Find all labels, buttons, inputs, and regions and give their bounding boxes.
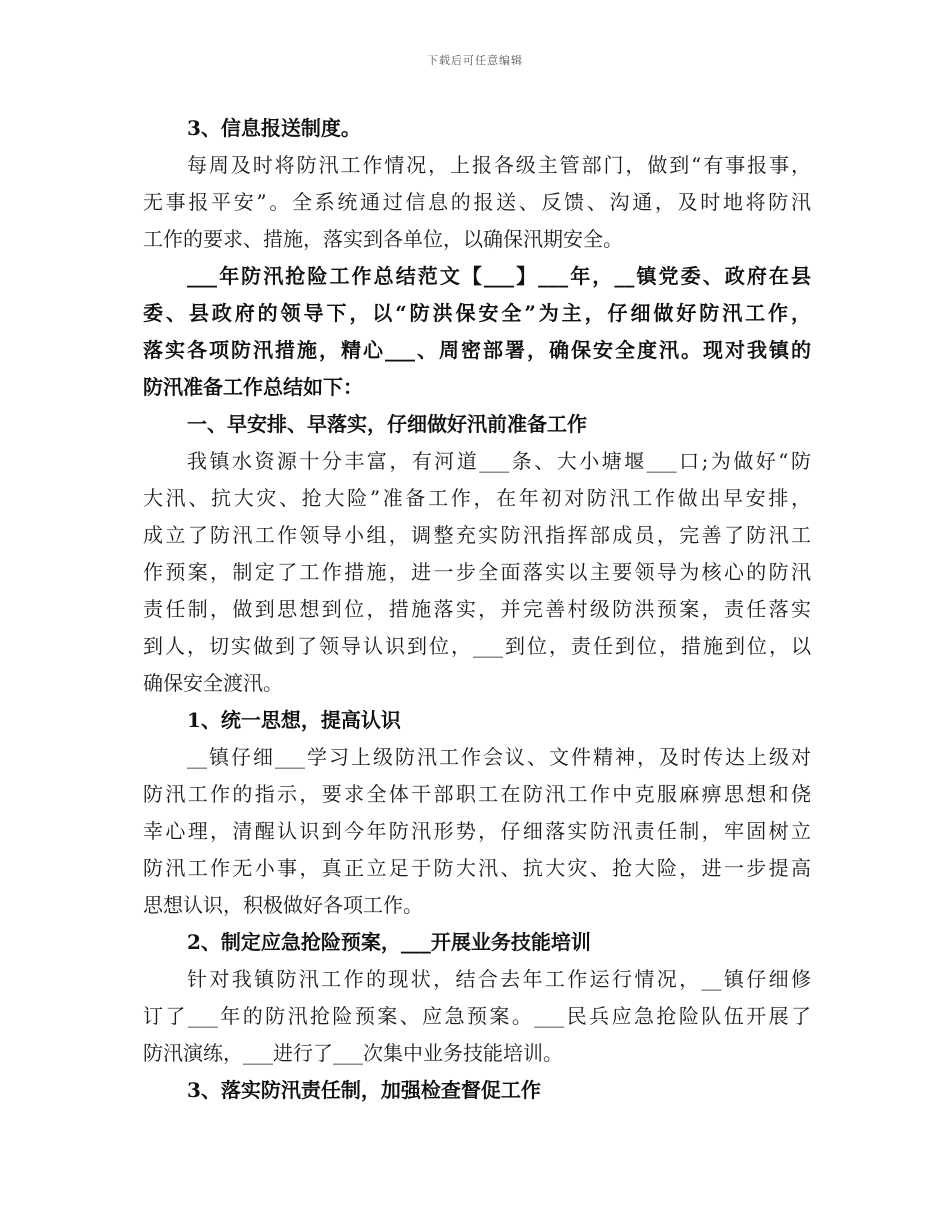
paragraph-line: 我镇水资源十分丰富，有河道___条、大小塘堰___口;为做好“防 xyxy=(187,449,811,473)
paragraph-line: 每周及时将防汛工作情况，上报各级主管部门，做到“有事报事， xyxy=(187,153,811,177)
paragraph-line: 订了___年的防汛抢险预案、应急预案。___民兵应急抢险队伍开展了 xyxy=(143,1004,811,1028)
heading-line: 3、信息报送制度。 xyxy=(187,116,361,140)
paragraph-line: 成立了防汛工作领导小组，调整充实防汛指挥部成员，完善了防汛工 xyxy=(143,523,811,547)
paragraph-line: 防汛工作的指示，要求全体干部职工在防汛工作中克服麻痹思想和侥 xyxy=(143,782,811,806)
heading-line: 一、早安排、早落实，仔细做好汛前准备工作 xyxy=(187,412,587,436)
document-body xyxy=(143,110,811,1109)
paragraph-line: 幸心理，清醒认识到今年防汛形势，仔细落实防汛责任制，牢固树立 xyxy=(143,819,811,843)
heading-line: 落实各项防汛措施，精心___、周密部署，确保安全度汛。现对我镇的 xyxy=(143,338,811,362)
page-header: 下载后可任意编辑 xyxy=(427,54,523,67)
paragraph-line: 思想认识，积极做好各项工作。 xyxy=(143,893,423,917)
heading-line: ___年防汛抢险工作总结范文【___】___年，__镇党委、政府在县 xyxy=(187,264,811,288)
paragraph-line: 作预案，制定了工作措施，进一步全面落实以主要领导为核心的防汛 xyxy=(143,560,811,584)
paragraph-line: 无事报平安”。全系统通过信息的报送、反馈、沟通，及时地将防汛 xyxy=(143,190,811,214)
paragraph-line: 针对我镇防汛工作的现状，结合去年工作运行情况，__镇仔细修 xyxy=(187,967,811,991)
paragraph-line: 确保安全渡汛。 xyxy=(143,671,283,695)
paragraph-line: 到人，切实做到了领导认识到位，___到位，责任到位，措施到位，以 xyxy=(143,634,811,658)
heading-line: 2、制定应急抢险预案，___开展业务技能培训 xyxy=(187,930,591,954)
paragraph-line: __镇仔细___学习上级防汛工作会议、文件精神，及时传达上级对 xyxy=(187,745,811,769)
paragraph-line: 工作的要求、措施，落实到各单位，以确保汛期安全。 xyxy=(143,227,623,251)
heading-line: 1、统一思想，提高认识 xyxy=(187,708,401,732)
paragraph-line: 责任制，做到思想到位，措施落实，并完善村级防洪预案，责任落实 xyxy=(143,597,811,621)
heading-line: 3、落实防汛责任制，加强检查督促工作 xyxy=(187,1078,541,1102)
heading-line: 委、县政府的领导下，以“防洪保安全”为主，仔细做好防汛工作， xyxy=(143,301,811,325)
heading-line: 防汛准备工作总结如下： xyxy=(143,375,363,399)
paragraph-line: 防汛工作无小事，真正立足于防大汛、抗大灾、抢大险，进一步提高 xyxy=(143,856,811,880)
paragraph-line: 防汛演练，___进行了___次集中业务技能培训。 xyxy=(143,1041,563,1065)
paragraph-line: 大汛、抗大灾、抢大险”准备工作，在年初对防汛工作做出早安排， xyxy=(143,486,811,510)
